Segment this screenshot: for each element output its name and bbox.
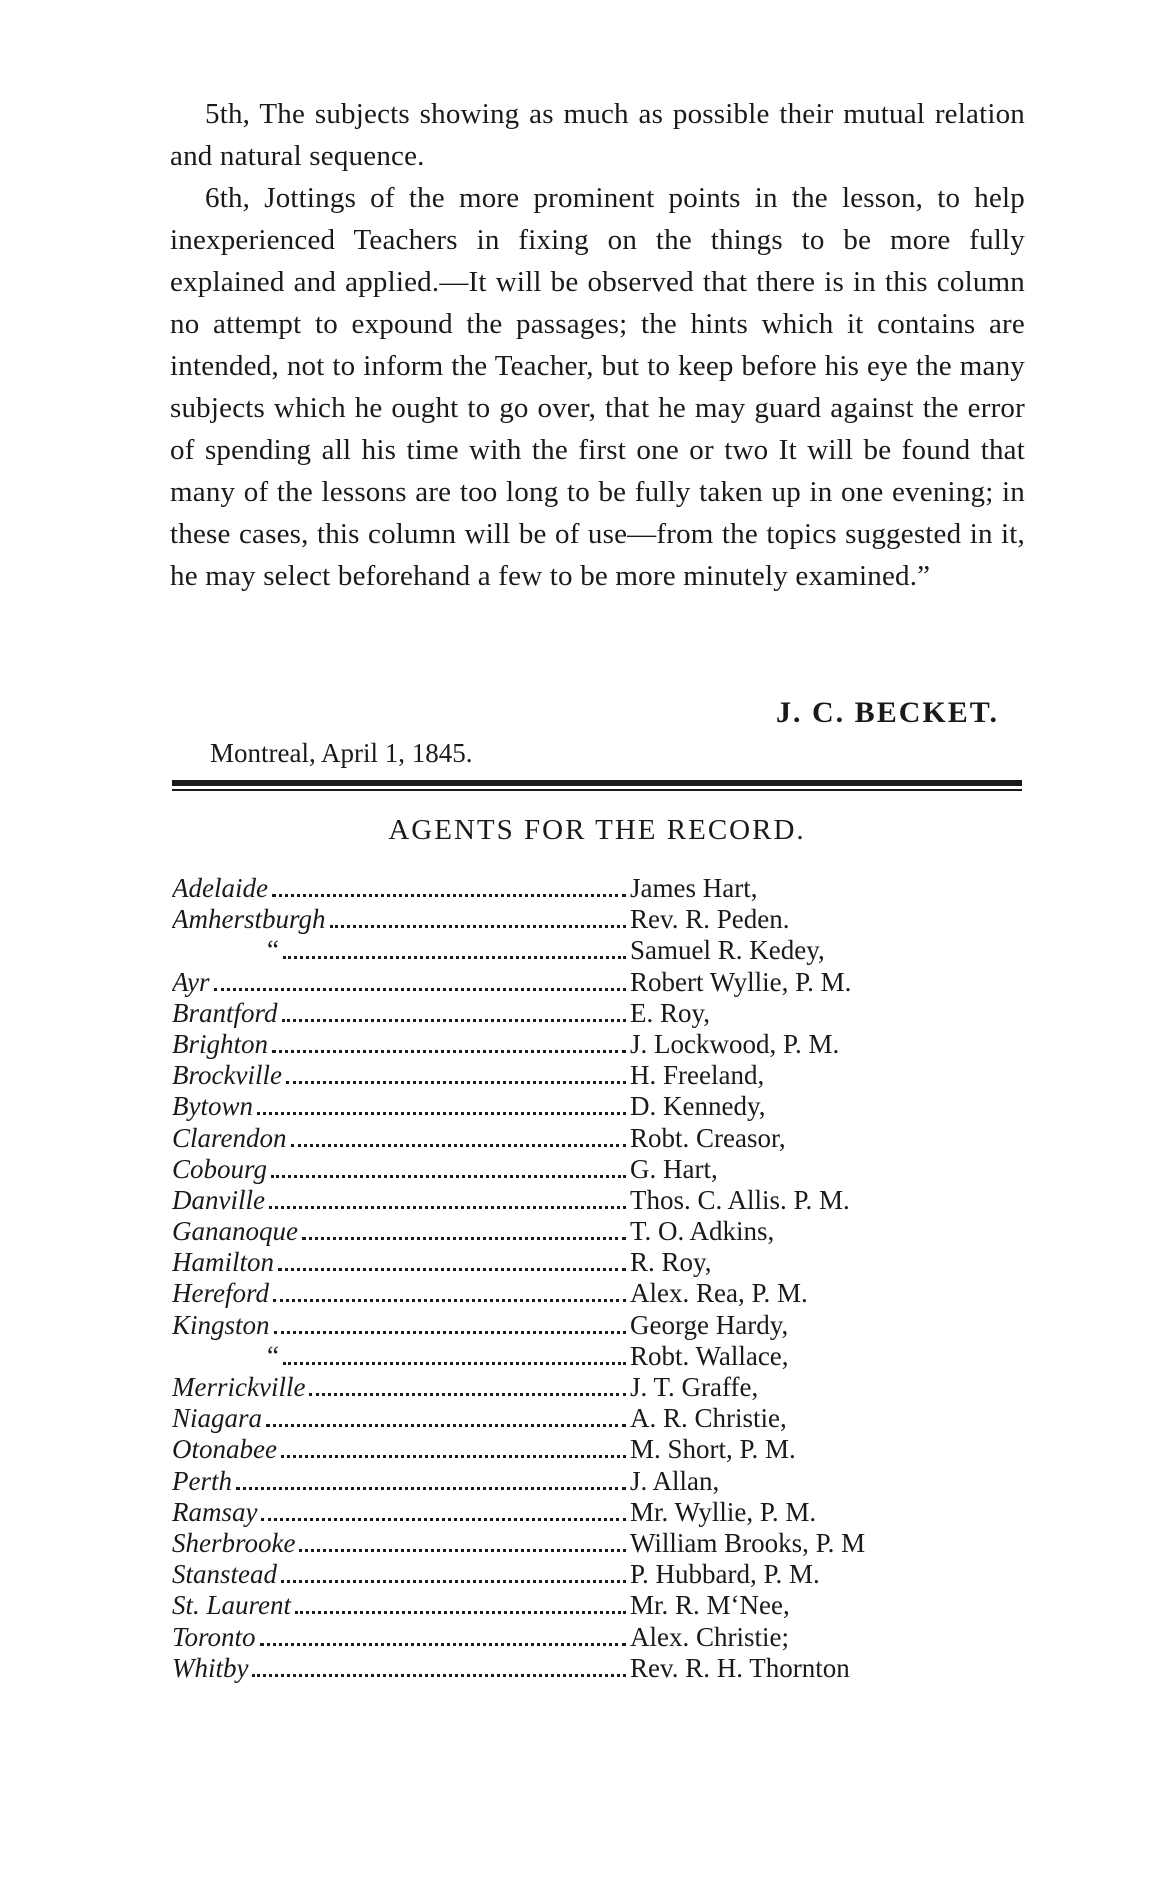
agent-entry (172, 1029, 1030, 1060)
agent-place: Cobourg (172, 1153, 268, 1184)
agent-entry (172, 1091, 1030, 1122)
agent-place: Brockville (172, 1060, 282, 1091)
dot-leader (283, 1362, 626, 1365)
agent-place: Kingston (172, 1309, 270, 1340)
dot-leader (278, 1268, 626, 1271)
agent-name: Alex. Rea, P. M. (630, 1278, 808, 1309)
dot-leader (282, 1019, 626, 1022)
agent-place: Clarendon (172, 1122, 287, 1153)
agent-place: Otonabee (172, 1434, 277, 1465)
dot-leader (260, 1643, 626, 1646)
agent-entry (172, 1341, 1030, 1372)
paragraph-5th: 5th, The subjects showing as much as possible their mutual relation and natural sequence. (170, 98, 1025, 172)
agent-name: Robt. Wallace, (630, 1340, 789, 1371)
agent-place: Ayr (172, 966, 210, 997)
dot-leader (266, 1424, 626, 1427)
agent-place: Sherbrooke (172, 1527, 296, 1558)
dot-leader (261, 1518, 626, 1521)
agent-place: Brantford (172, 997, 278, 1028)
agent-name: George Hardy, (630, 1309, 789, 1340)
agent-place: Toronto (172, 1621, 256, 1652)
agent-entry (172, 1434, 1030, 1465)
agent-place: Stanstead (172, 1559, 277, 1590)
agent-entry (172, 1528, 1030, 1559)
agent-entry (172, 904, 1030, 935)
dot-leader (295, 1611, 626, 1614)
dot-leader (273, 1299, 626, 1302)
agent-name: Thos. C. Allis. P. M. (630, 1184, 850, 1215)
agent-entry (172, 935, 1030, 966)
dot-leader (299, 1549, 626, 1552)
dot-leader (274, 1331, 626, 1334)
dot-leader (236, 1487, 626, 1490)
dot-leader (272, 1050, 626, 1053)
agent-name: E. Roy, (630, 997, 710, 1028)
dot-leader (286, 1081, 626, 1084)
dot-leader (281, 1580, 626, 1583)
agent-name: Robert Wyllie, P. M. (630, 966, 852, 997)
agent-entry (172, 1247, 1030, 1278)
dot-leader (283, 956, 626, 959)
dot-leader (252, 1674, 626, 1677)
agent-name: R. Roy, (630, 1247, 712, 1278)
agent-name: G. Hart, (630, 1153, 718, 1184)
agent-name: P. Hubbard, P. M. (630, 1559, 820, 1590)
dateline: Montreal, April 1, 1845. (210, 738, 473, 768)
agent-place: Bytown (172, 1091, 253, 1122)
agent-entry (172, 1154, 1030, 1185)
agent-entry (172, 1622, 1030, 1653)
dot-leader (330, 925, 627, 928)
dot-leader (214, 988, 627, 991)
body-text (170, 93, 1025, 597)
agent-name: Robt. Creasor, (630, 1122, 786, 1153)
agent-name: Samuel R. Kedey, (630, 935, 825, 966)
agent-place: Amherstburgh (172, 904, 326, 935)
agent-place: St. Laurent (172, 1590, 292, 1621)
agent-place: Brighton (172, 1028, 269, 1059)
agent-entry (172, 1653, 1030, 1684)
agent-name: M. Short, P. M. (630, 1434, 796, 1465)
paragraph-6th: 6th, Jottings of the more prominent points in the lesson, to help inexperienced Teachers in fixing on the things to be more fully explained and applied.—It will be observed that there is in this column no attempt to expound the passages; the hints which it contains are intended, not to inform the Teacher, but to keep before his eye the many subjects which he ought to go over, that he may guard against the error of spending all his time with the first one or two It will be found that many of the lessons are too long to be fully taken up in one evening; in these cases, this column will be of use—from the topics suggested in it, he may select beforehand a few to be more minutely examined.” (170, 182, 1025, 592)
agent-place: Gananoque (172, 1216, 298, 1247)
agent-place: Merrickville (172, 1372, 306, 1402)
dot-leader (257, 1112, 626, 1115)
agent-name: H. Freeland, (630, 1060, 765, 1091)
agent-entry (172, 1060, 1030, 1091)
agent-place: Adelaide (172, 873, 268, 903)
dot-leader (309, 1393, 626, 1396)
agent-name: D. Kennedy, (630, 1091, 766, 1122)
agent-entry (172, 1559, 1030, 1590)
dot-leader (281, 1455, 626, 1458)
divider-rule-thick (172, 780, 1022, 786)
agent-entry (172, 1590, 1030, 1621)
dot-leader (269, 1206, 626, 1209)
agent-entry (172, 998, 1030, 1029)
agent-name: J. Lockwood, P. M. (630, 1028, 840, 1059)
agent-entry (172, 1497, 1030, 1528)
agent-entry (172, 1278, 1030, 1309)
agent-name: Mr. Wyllie, P. M. (630, 1496, 817, 1527)
agent-name: Mr. R. M‘Nee, (630, 1590, 790, 1621)
agent-entry (172, 1216, 1030, 1247)
ditto-mark: “ (267, 1340, 279, 1371)
ditto-mark: “ (267, 935, 279, 966)
agent-place: Ramsay (172, 1496, 258, 1527)
agent-name: A. R. Christie, (630, 1403, 787, 1434)
agents-list (172, 873, 1030, 1684)
divider-rule-thin (172, 789, 1022, 791)
agent-name: J. T. Graffe, (630, 1372, 759, 1402)
agent-place: Danville (172, 1184, 265, 1215)
agent-name: William Brooks, P. M (630, 1527, 866, 1558)
agent-place: Hamilton (172, 1247, 275, 1278)
agent-place: Perth (172, 1465, 232, 1496)
agent-name: James Hart, (630, 873, 758, 903)
agent-name: J. Allan, (630, 1465, 720, 1496)
agent-place: Niagara (172, 1403, 263, 1434)
agent-entry (172, 1310, 1030, 1341)
dot-leader (291, 1144, 627, 1147)
agent-entry (172, 1185, 1030, 1216)
signature: J. C. BECKET. (776, 696, 999, 729)
dot-leader (302, 1237, 626, 1240)
agent-name: T. O. Adkins, (630, 1216, 775, 1247)
dot-leader (271, 1175, 626, 1178)
agent-entry (172, 1123, 1030, 1154)
dot-leader (272, 894, 626, 897)
agent-name: Rev. R. H. Thornton (630, 1652, 850, 1683)
agents-heading: AGENTS FOR THE RECORD. (388, 814, 806, 846)
agent-entry (172, 1466, 1030, 1497)
agent-entry (172, 873, 1030, 904)
agent-name: Rev. R. Peden. (630, 904, 790, 935)
agent-place: Whitby (172, 1652, 249, 1683)
agent-entry (172, 1372, 1030, 1403)
agent-name: Alex. Christie; (630, 1621, 789, 1652)
agent-entry (172, 967, 1030, 998)
agent-place: Hereford (172, 1278, 269, 1309)
agent-entry (172, 1403, 1030, 1434)
